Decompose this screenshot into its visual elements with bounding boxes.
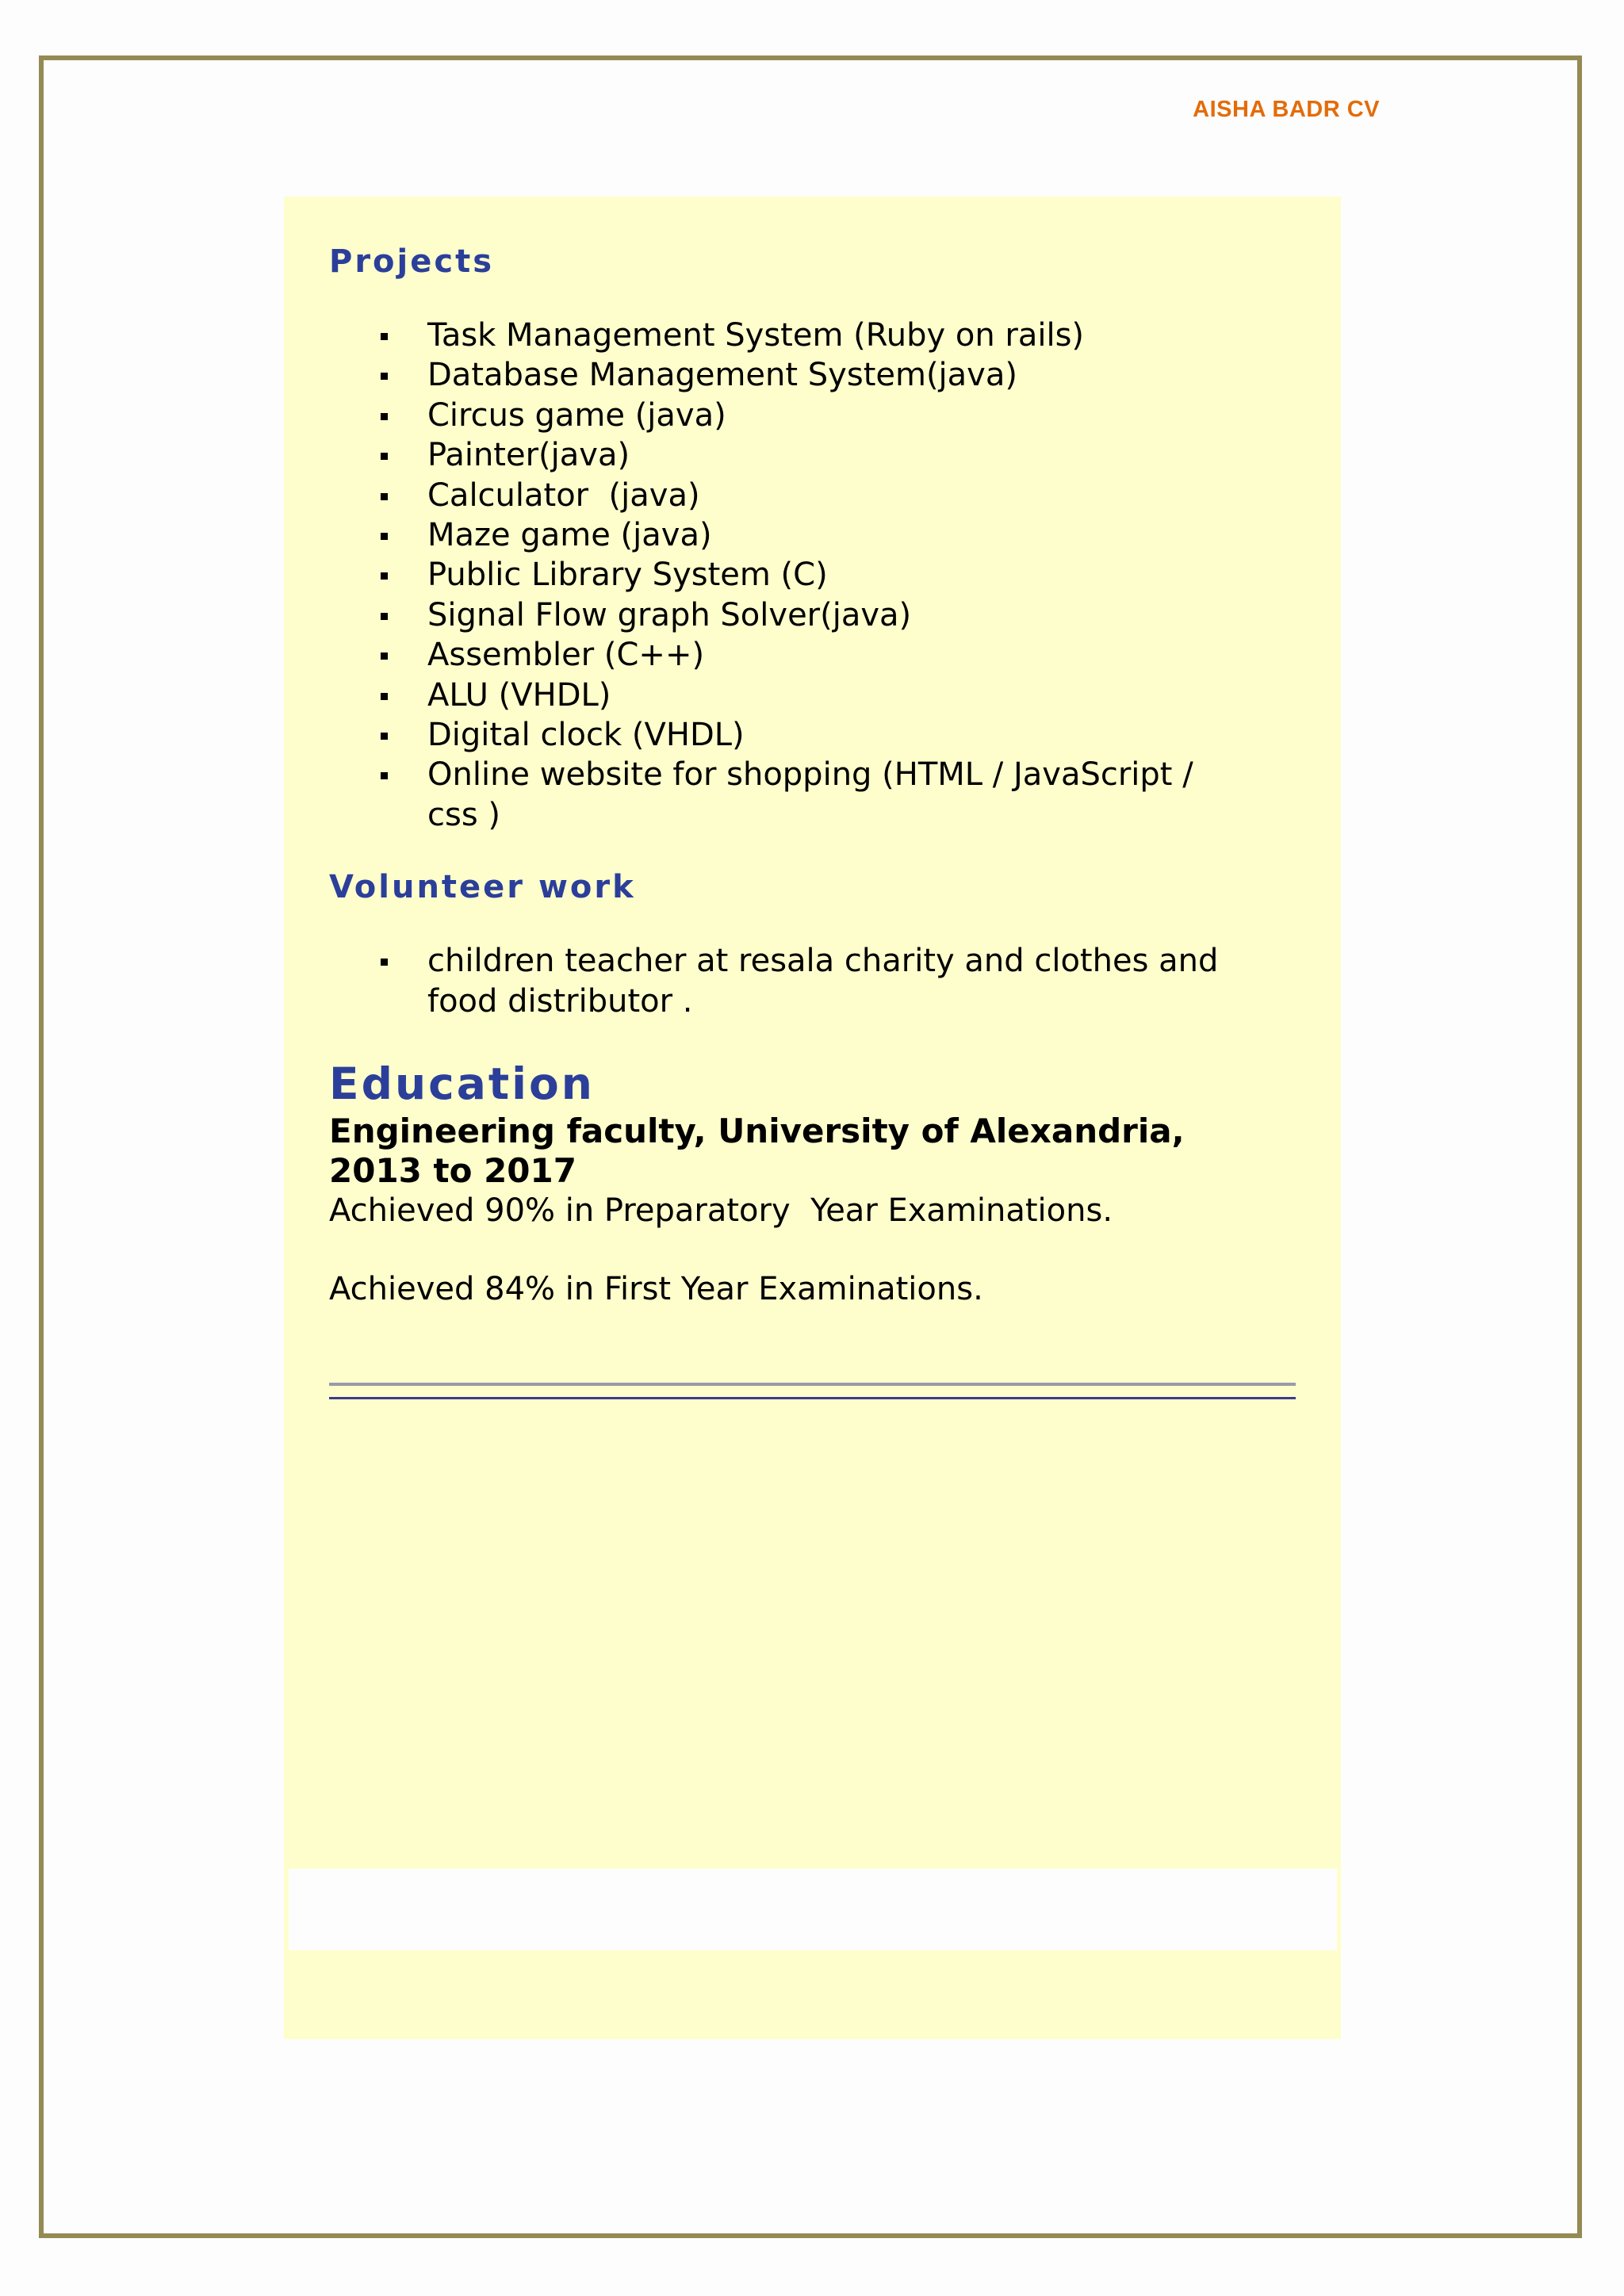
list-item: Maze game (java) [427,515,1298,555]
list-item: Assembler (C++) [427,635,1298,675]
list-item: Task Management System (Ruby on rails) [427,316,1298,355]
divider-line [329,1397,1296,1399]
volunteer-heading: Volunteer work [329,869,636,906]
document-header-label: AISHA BADR CV [1193,97,1380,122]
list-item: Circus game (java) [427,396,1298,435]
education-achievement: Achieved 90% in Preparatory Year Examinations. [329,1192,1113,1230]
divider-line [329,1383,1296,1386]
list-item: Calculator (java) [427,476,1298,515]
list-item: ALU (VHDL) [427,675,1298,715]
list-item: Online website for shopping (HTML / JavaScript / css ) [427,755,1298,835]
list-item: Digital clock (VHDL) [427,715,1298,755]
list-item: Public Library System (C) [427,555,1298,595]
list-item: Painter(java) [427,435,1298,475]
education-heading: Education [329,1058,595,1110]
projects-heading: Projects [329,243,495,280]
education-institution: Engineering faculty, University of Alexandria, 2013 to 2017 [329,1112,1185,1191]
list-item: Database Management System(java) [427,355,1298,395]
volunteer-list [329,941,1298,1021]
list-item: children teacher at resala charity and clothes and food distributor . [427,941,1298,1021]
spacer [329,1230,1298,1269]
cv-content [329,238,1298,1309]
education-achievement: Achieved 84% in First Year Examinations. [329,1271,983,1308]
list-item: Signal Flow graph Solver(java) [427,595,1298,635]
projects-list [329,316,1298,835]
panel-blank-band [289,1869,1337,1950]
